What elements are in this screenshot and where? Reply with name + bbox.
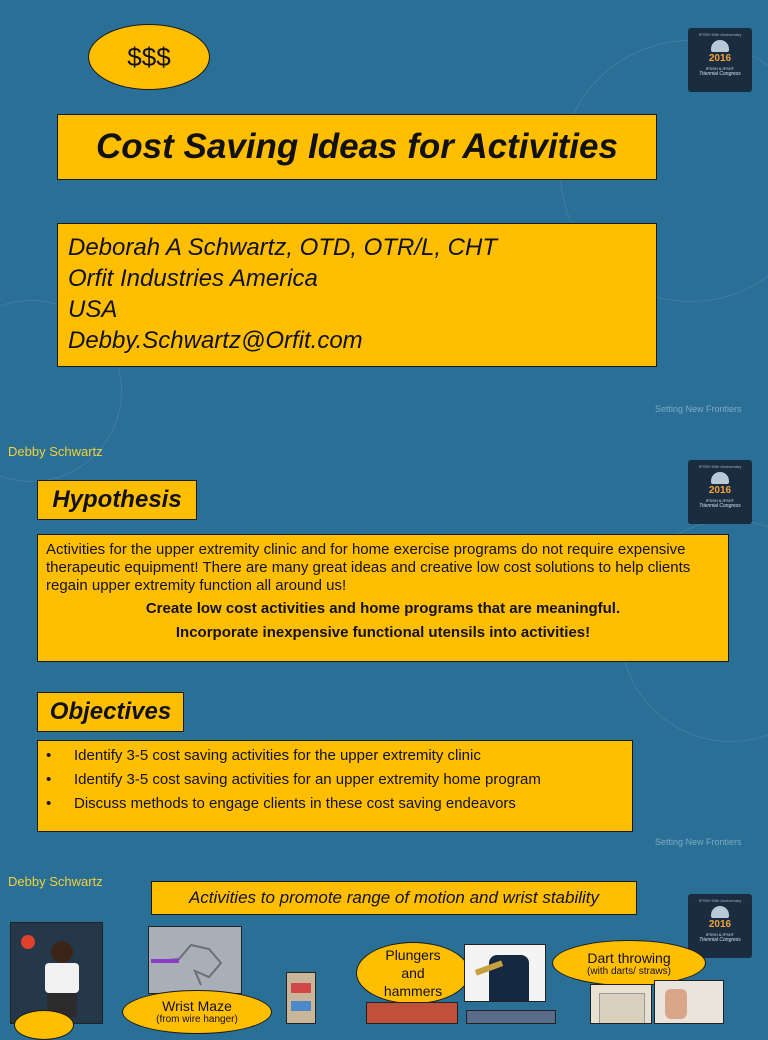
objectives-box bbox=[37, 740, 633, 832]
plungers-label bbox=[356, 942, 470, 1004]
logo-text: IFSSH 50th Anniversary bbox=[698, 898, 742, 903]
author-company: Orfit Industries America bbox=[68, 265, 318, 292]
congress-logo bbox=[688, 460, 752, 524]
objectives-heading: Objectives bbox=[49, 698, 172, 725]
logo-year: 2016 bbox=[708, 919, 732, 930]
congress-logo bbox=[688, 28, 752, 92]
hypothesis-bold-line: Incorporate inexpensive functional utensils into activities! bbox=[175, 624, 591, 641]
photo-wrist-maze bbox=[148, 926, 242, 994]
objectives-heading-box bbox=[37, 692, 184, 732]
partial-label-oval bbox=[14, 1010, 74, 1040]
author-box bbox=[57, 223, 657, 367]
logo-text: IFSSH & IFSHT bbox=[705, 932, 735, 937]
hypothesis-text: Activities for the upper extremity clinic and for home exercise programs do not require expensive therapeutic equipment! There are many great ideas and creative low cost solutions to help clients regain upper extremity function all around us! bbox=[46, 541, 691, 594]
activities-banner-text: Activities to promote range of motion and wrist stability bbox=[188, 888, 600, 907]
author-label: Debby Schwartz bbox=[8, 444, 103, 459]
plungers-text: Plungers and hammers bbox=[383, 947, 443, 999]
logo-text: IFSSH & IFSHT bbox=[705, 66, 735, 71]
child-figure bbox=[51, 941, 73, 963]
author-name: Deborah A Schwartz, OTD, OTR/L, CHT bbox=[68, 234, 497, 261]
logo-text: IFSSH 50th Anniversary bbox=[698, 464, 742, 469]
photo-dart-game bbox=[590, 984, 652, 1024]
photo-hand bbox=[654, 980, 724, 1024]
photo-activity-2 bbox=[466, 1010, 556, 1024]
congress-logo bbox=[688, 894, 752, 958]
list-item: • Identify 3-5 cost saving activities for the upper extremity clinic bbox=[38, 744, 632, 768]
cost-badge bbox=[88, 24, 210, 90]
wrist-maze-label bbox=[122, 990, 272, 1034]
logo-text: Triennial Congress bbox=[699, 503, 741, 509]
slide-footer: Setting New Frontiers bbox=[655, 404, 742, 414]
slide-footer: Setting New Frontiers bbox=[655, 837, 742, 847]
hypothesis-bold-line: Create low cost activities and home programs that are meaningful. bbox=[145, 600, 621, 617]
wrist-maze-title: Wrist Maze bbox=[162, 998, 232, 1014]
hand-icon bbox=[665, 989, 687, 1019]
list-item: • Discuss methods to engage clients in these cost saving endeavors bbox=[38, 792, 632, 816]
objectives-list bbox=[38, 744, 632, 816]
logo-text: IFSSH & IFSHT bbox=[705, 498, 735, 503]
logo-text: Triennial Congress bbox=[699, 937, 741, 943]
hypothesis-box bbox=[37, 534, 729, 662]
logo-dome-icon bbox=[711, 472, 729, 484]
author-email: Debby.Schwartz@Orfit.com bbox=[68, 327, 363, 354]
logo-text: IFSSH 50th Anniversary bbox=[698, 32, 742, 37]
dart-board-icon bbox=[599, 993, 645, 1024]
wrist-maze-subtitle: (from wire hanger) bbox=[156, 1014, 238, 1025]
photo-child-throwing bbox=[10, 922, 103, 1024]
hypothesis-heading: Hypothesis bbox=[52, 486, 182, 513]
logo-dome-icon bbox=[711, 40, 729, 52]
activities-banner bbox=[151, 881, 637, 915]
photo-shelves bbox=[286, 972, 316, 1024]
shelf-item bbox=[291, 1001, 311, 1011]
author-country: USA bbox=[68, 296, 118, 323]
photo-plunger bbox=[464, 944, 546, 1002]
title-box bbox=[57, 114, 657, 180]
logo-text: Triennial Congress bbox=[699, 71, 741, 77]
wire-maze-icon bbox=[149, 927, 242, 994]
photo-activity-1 bbox=[366, 1002, 458, 1024]
shelf-item bbox=[291, 983, 311, 993]
hypothesis-heading-box bbox=[37, 480, 197, 520]
cost-badge-label: $$$ bbox=[127, 41, 171, 72]
page-title: Cost Saving Ideas for Activities bbox=[96, 127, 618, 166]
ball-icon bbox=[21, 935, 35, 949]
list-item: • Identify 3-5 cost saving activities for an upper extremity home program bbox=[38, 768, 632, 792]
dart-subtitle: (with darts/ straws) bbox=[587, 965, 671, 977]
logo-dome-icon bbox=[711, 906, 729, 918]
logo-year: 2016 bbox=[708, 485, 732, 496]
child-shirt bbox=[45, 963, 79, 993]
dart-title: Dart throwing bbox=[587, 949, 671, 966]
logo-year: 2016 bbox=[708, 53, 732, 64]
author-label: Debby Schwartz bbox=[8, 874, 103, 889]
